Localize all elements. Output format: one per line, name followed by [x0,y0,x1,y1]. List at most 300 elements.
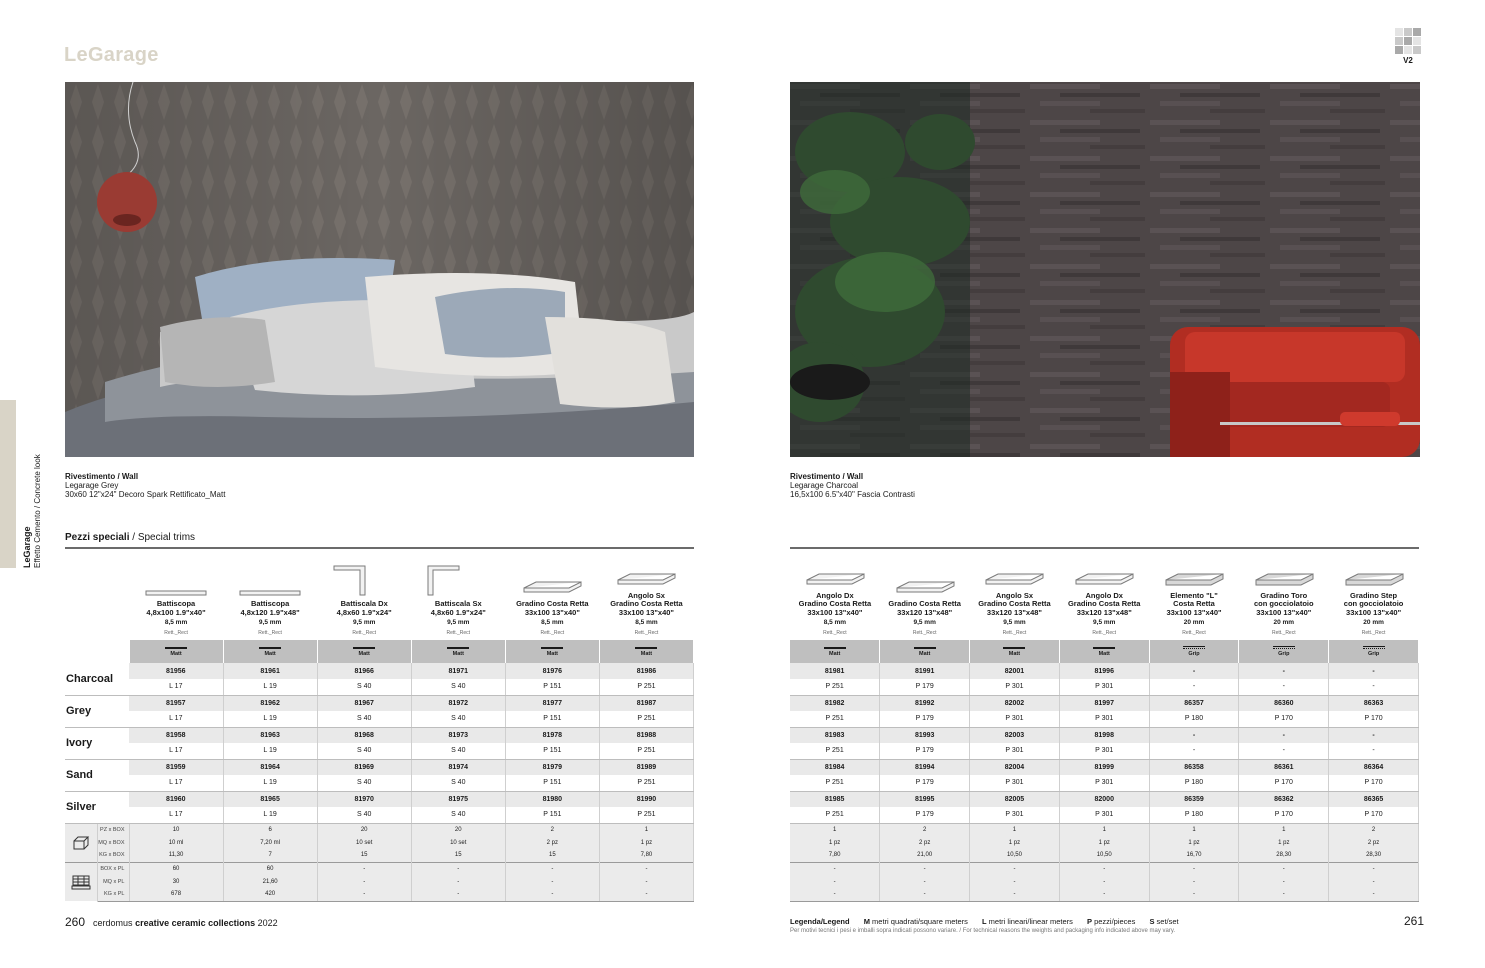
pack-unit: P 151 [505,775,599,791]
pack-unit: P 180 [1149,711,1239,727]
pallet-row [65,862,694,875]
pack-unit: P 170 [1329,807,1419,823]
product-code: 81962 [223,695,317,711]
legend-m-text: metri quadrati/square meters [869,917,968,926]
pallet-value: - [1059,888,1149,901]
pallet-row-label: MQ x PL [97,875,129,888]
product-name-line0: Elemento "L" [1170,590,1218,600]
v2-logo-label: V2 [1403,56,1413,65]
pack-unit: S 40 [317,743,411,759]
pack-unit: P 151 [505,711,599,727]
pack-unit: P 151 [505,679,599,695]
right-trims-table [790,551,1419,902]
product-name-line0: Gradino Toro [1260,590,1308,600]
product-header-row [65,551,694,640]
pack-row [65,807,694,823]
special-trims-heading [65,532,195,543]
trim-profile-flat-icon [145,564,207,596]
product-name-line1: Battiscopa [250,599,290,608]
trim-profile-block-icon [1163,556,1225,588]
finish-label: Matt [1098,650,1110,657]
pack-row [65,743,694,759]
finish-cell [317,640,411,663]
product-code: 81977 [505,695,599,711]
product-thickness: 8,5 mm [823,619,847,626]
product-rectified-label: Rett._Rect [912,630,937,636]
trim-profile-tread-icon [804,556,866,588]
finish-spacer [65,640,129,663]
box-row [65,836,694,849]
product-code: 81994 [880,759,970,775]
code-row [790,663,1419,679]
matt-finish-icon [1003,647,1025,649]
product-name-line1: Gradino Costa Retta [516,599,589,608]
product-name-line0: Gradino Step [1350,590,1398,600]
pallet-value: - [505,862,599,875]
product-rectified-label: Rett._Rect [823,630,847,636]
product-code: 81975 [411,791,505,807]
pack-unit: P 179 [880,679,970,695]
finish-cell [1239,640,1329,663]
pallet-value: - [1329,888,1419,901]
product-name-line0: Angolo Sx [627,590,665,600]
pack-unit: S 40 [411,679,505,695]
product-name-line1: Gradino Costa Retta [1067,599,1141,608]
product-size: 33x120 13"x48" [986,607,1042,617]
product-header-cell [317,551,411,640]
product-size: 33x120 13"x48" [897,607,953,617]
pack-unit: P 179 [880,807,970,823]
box-value: 7 [223,849,317,862]
product-thickness: 9,5 mm [352,619,376,626]
product-thickness: 8,5 mm [541,619,564,626]
pallet-value: - [790,862,880,875]
product-code: 81978 [505,727,599,743]
box-value: 1 [1239,823,1329,836]
finish-label: Matt [640,650,653,657]
pack-row [65,775,694,791]
legend-title: Legenda/Legend [790,917,850,926]
product-header-cell [1149,551,1239,640]
product-code: 81958 [129,727,223,743]
trim-profile-tread-icon [894,564,956,596]
pack-unit: S 40 [411,711,505,727]
pack-unit: - [1149,743,1239,759]
product-code: - [1329,727,1419,743]
product-code: 81990 [599,791,693,807]
right-caption-line1: Legarage Charcoal [790,481,859,490]
pack-unit: P 251 [790,807,880,823]
matt-finish-icon [259,647,281,649]
pallet-value: - [599,862,693,875]
code-row [65,695,694,711]
footer-publication: creative ceramic collections [135,918,256,928]
finish-cell [790,640,880,663]
box-value: 20 [317,823,411,836]
product-code: 81965 [223,791,317,807]
product-code: 81960 [129,791,223,807]
box-value: 1 [599,823,693,836]
matt-finish-icon [635,647,657,649]
pack-unit: - [1149,679,1239,695]
pack-unit: L 19 [223,711,317,727]
pack-unit: L 19 [223,775,317,791]
product-code: 81987 [599,695,693,711]
left-caption-title: Rivestimento / Wall [65,472,139,481]
trim-profile-stepsx-icon [427,564,489,596]
product-code: 86358 [1149,759,1239,775]
pack-unit: S 40 [317,807,411,823]
product-code: - [1239,727,1329,743]
product-rectified-label: Rett._Rect [1361,630,1386,636]
box-value: 7,80 [790,849,880,862]
trim-profile-block-icon [1253,556,1315,588]
finish-label: Matt [452,650,464,657]
product-size: 33x100 13"x40" [1256,607,1312,617]
v2-logo-grid-icon [1395,28,1423,54]
product-size: 4,8x60 1.9"x24" [336,607,392,617]
product-code: 81963 [223,727,317,743]
product-thickness: 9,5 mm [1093,619,1116,626]
pack-unit: P 251 [790,775,880,791]
code-row [65,727,694,743]
product-thickness: 9,5 mm [258,619,282,626]
box-value: 20 [411,823,505,836]
pack-unit: S 40 [317,775,411,791]
pack-unit: P 301 [970,775,1060,791]
product-code: 81991 [880,663,970,679]
trim-profile-tread-icon [521,564,583,596]
product-size: 33x100 13"x40" [618,607,674,617]
pack-unit: L 17 [129,807,223,823]
finish-label: Matt [170,650,182,657]
pallet-row [65,888,694,901]
product-rectified-label: Rett._Rect [164,630,188,636]
pallet-value: - [1239,875,1329,888]
pack-unit: P 170 [1239,775,1329,791]
product-code: 86359 [1149,791,1239,807]
pallet-value: 678 [129,888,223,901]
box-value: 1 pz [1239,836,1329,849]
product-code: 81966 [317,663,411,679]
pack-unit: P 301 [1059,807,1149,823]
box-value: 10 set [317,836,411,849]
box-value: 2 pz [1329,836,1419,849]
product-header-cell [599,551,693,640]
box-value: 2 [1329,823,1419,836]
box-value: 21,00 [880,849,970,862]
box-value: 1 [970,823,1060,836]
legend-p [1087,917,1135,926]
pallet-value: - [880,875,970,888]
product-code: 81984 [790,759,880,775]
product-name-line1: Battiscala Dx [340,599,388,608]
box-value: 15 [317,849,411,862]
legend-l-text: metri lineari/linear meters [986,917,1073,926]
footer-publisher: cerdomus [93,918,136,928]
finish-cell [970,640,1060,663]
pallet-value: 21,60 [223,875,317,888]
right-caption-title: Rivestimento / Wall [790,472,864,481]
pack-unit: P 301 [970,711,1060,727]
finish-label: Grip [1278,651,1290,657]
product-rectified-label: Rett._Rect [1002,630,1027,636]
pallet-value: - [1329,862,1419,875]
product-rectified-label: Rett._Rect [446,630,471,636]
product-code: 81970 [317,791,411,807]
code-row [790,791,1419,807]
color-name: Silver [65,791,129,823]
product-code: 82004 [970,759,1060,775]
trim-profile-tread-icon [983,556,1045,588]
product-code: 82005 [970,791,1060,807]
matt-finish-icon [447,647,469,649]
box-value: 2 pz [505,836,599,849]
legend-p-text: pezzi/pieces [1091,917,1136,926]
left-page-number: 260 [65,915,86,929]
product-header-cell [970,551,1060,640]
product-header-row [790,551,1419,640]
pack-unit: P 301 [970,807,1060,823]
side-collection-subtitle: Effetto Cemento / Concrete look [33,454,42,568]
pack-unit: P 251 [790,743,880,759]
product-thickness: 20 mm [1183,619,1205,626]
product-code: 81971 [411,663,505,679]
pallet-row [790,862,1419,875]
finish-cell [1059,640,1149,663]
product-code: 82002 [970,695,1060,711]
code-row [790,727,1419,743]
grip-finish-icon [1183,646,1205,649]
finish-cell [223,640,317,663]
product-rectified-label: Rett._Rect [1092,630,1117,636]
pack-unit: P 170 [1239,711,1329,727]
matt-finish-icon [914,647,936,649]
left-footer [65,915,278,929]
product-code: 81997 [1059,695,1149,711]
finish-label: Matt [546,650,558,657]
trim-profile-stepdx-icon [333,564,395,596]
living-room-photo [790,82,1420,457]
pallet-value: 60 [223,862,317,875]
right-photo-caption [790,472,915,499]
left-caption-line1: Legarage Grey [65,481,119,490]
pallet-value: - [411,888,505,901]
product-code: 82003 [970,727,1060,743]
pallet-value: - [317,862,411,875]
product-code: 86362 [1239,791,1329,807]
box-value: 10,50 [970,849,1060,862]
pallet-value: 60 [129,862,223,875]
pack-unit: P 301 [1059,679,1149,695]
box-value: 1 pz [970,836,1060,849]
product-name-line1: Costa Retta [1173,599,1215,608]
grip-finish-icon [1273,646,1295,649]
pack-unit: P 301 [1059,743,1149,759]
product-header-cell [223,551,317,640]
finish-cell [1329,640,1419,663]
product-code: 82000 [1059,791,1149,807]
product-code: 81998 [1059,727,1149,743]
right-section-rule [790,547,1419,549]
trim-profile-tread-icon [615,556,677,588]
legend-l [982,917,1073,926]
pack-unit: - [1239,743,1329,759]
product-code: 81985 [790,791,880,807]
product-rectified-label: Rett._Rect [634,630,659,636]
pallet-value: - [411,862,505,875]
pack-unit: L 17 [129,775,223,791]
box-value: 10 ml [129,836,223,849]
product-code: 81992 [880,695,970,711]
product-header-cell [880,551,970,640]
trim-profile-tread-icon [1073,556,1135,588]
product-name-line0: Angolo Dx [1085,590,1123,600]
pallet-value: - [880,862,970,875]
pallet-value: - [970,875,1060,888]
product-thickness: 9,5 mm [1003,619,1026,626]
trim-profile-block-icon [1343,556,1405,588]
finish-label: Matt [1008,650,1021,657]
pack-unit: P 251 [599,679,693,695]
pack-unit: L 17 [129,711,223,727]
matt-finish-icon [1093,647,1115,649]
finish-label: Matt [919,650,931,657]
pack-row [790,807,1419,823]
product-size: 33x100 13"x40" [1166,607,1222,617]
matt-finish-icon [541,647,563,649]
pack-unit: - [1329,679,1419,695]
pack-unit: P 301 [970,679,1060,695]
product-code: 81961 [223,663,317,679]
product-header-cell [411,551,505,640]
box-value: 28,30 [1329,849,1419,862]
product-rectified-label: Rett._Rect [352,630,376,636]
product-code: 81995 [880,791,970,807]
color-name: Sand [65,759,129,791]
code-row [65,759,694,775]
legend-s [1149,917,1178,926]
left-trims-table [65,551,694,902]
pallet-value: - [1239,888,1329,901]
product-code: - [1239,663,1329,679]
pallet-value: - [1149,888,1239,901]
box-row-label: KG x BOX [97,849,129,862]
code-row [65,663,694,679]
header-spacer [65,551,129,640]
code-row [790,759,1419,775]
pack-unit: - [1329,743,1419,759]
pallet-row [790,888,1419,901]
product-code: 81968 [317,727,411,743]
pallet-value: - [599,888,693,901]
finish-cell [411,640,505,663]
product-thickness: 8,5 mm [164,619,188,626]
left-photo-caption [65,472,225,499]
pack-unit: L 19 [223,743,317,759]
pack-unit: P 251 [599,711,693,727]
product-header-cell [505,551,599,640]
pallet-row [790,875,1419,888]
finish-cell [880,640,970,663]
product-name-line0: Angolo Dx [816,590,854,600]
pallet-value: - [970,888,1060,901]
box-value: 1 [1149,823,1239,836]
pallet-value: - [599,875,693,888]
pack-unit: P 301 [1059,711,1149,727]
legend-s-text: set/set [1154,917,1179,926]
product-code: 81988 [599,727,693,743]
product-name-line0: Angolo Sx [995,590,1033,600]
pack-unit: P 301 [1059,775,1149,791]
pallet-value: - [880,888,970,901]
pack-unit: P 151 [505,807,599,823]
pallet-value: - [1149,875,1239,888]
product-code: 81964 [223,759,317,775]
pallet-value: 30 [129,875,223,888]
product-size: 33x120 13"x48" [1076,607,1132,617]
product-header-cell [129,551,223,640]
product-code: 81993 [880,727,970,743]
legend-p-key: P [1086,917,1092,926]
product-code: 81996 [1059,663,1149,679]
product-code: 81983 [790,727,880,743]
color-name: Ivory [65,727,129,759]
product-header-cell [1329,551,1419,640]
pallet-value: - [1059,862,1149,875]
footer-year: 2022 [255,918,278,928]
product-thickness: 20 mm [1273,619,1295,626]
product-code: 82001 [970,663,1060,679]
product-size: 33x100 13"x40" [1346,607,1402,617]
box-icon-cell [65,823,97,862]
box-row [65,849,694,862]
legend-s-key: S [1149,917,1155,926]
bedroom-photo [65,82,694,457]
pack-row [790,711,1419,727]
pack-row [65,711,694,727]
product-code: 81980 [505,791,599,807]
special-trims-heading-bold: Pezzi speciali [65,532,130,543]
product-thickness: 9,5 mm [913,619,936,626]
pack-unit: P 170 [1329,775,1419,791]
pallet-value: - [505,888,599,901]
pallet-value: 420 [223,888,317,901]
product-code: - [1149,727,1239,743]
pallet-row-label: BOX x PL [97,862,129,875]
pack-row [65,679,694,695]
box-row-label: PZ x BOX [97,823,129,836]
box-value: 15 [411,849,505,862]
product-name-line1: Battiscopa [156,599,196,608]
product-code: 81973 [411,727,505,743]
pack-unit: S 40 [317,679,411,695]
pack-unit: P 170 [1329,711,1419,727]
product-name-line1: con gocciolatoio [1343,599,1404,608]
pallet-value: - [1059,875,1149,888]
pack-unit: P 179 [880,711,970,727]
pack-unit: S 40 [317,711,411,727]
finish-label: Matt [264,650,276,657]
product-rectified-label: Rett._Rect [1271,630,1296,636]
pallet-value: - [790,875,880,888]
product-size: 4,8x60 1.9"x24" [430,607,486,617]
product-size: 33x100 13"x40" [524,607,580,617]
finish-label: Matt [828,650,841,657]
product-code: 81956 [129,663,223,679]
pallet-value: - [505,875,599,888]
box-value: 10 set [411,836,505,849]
